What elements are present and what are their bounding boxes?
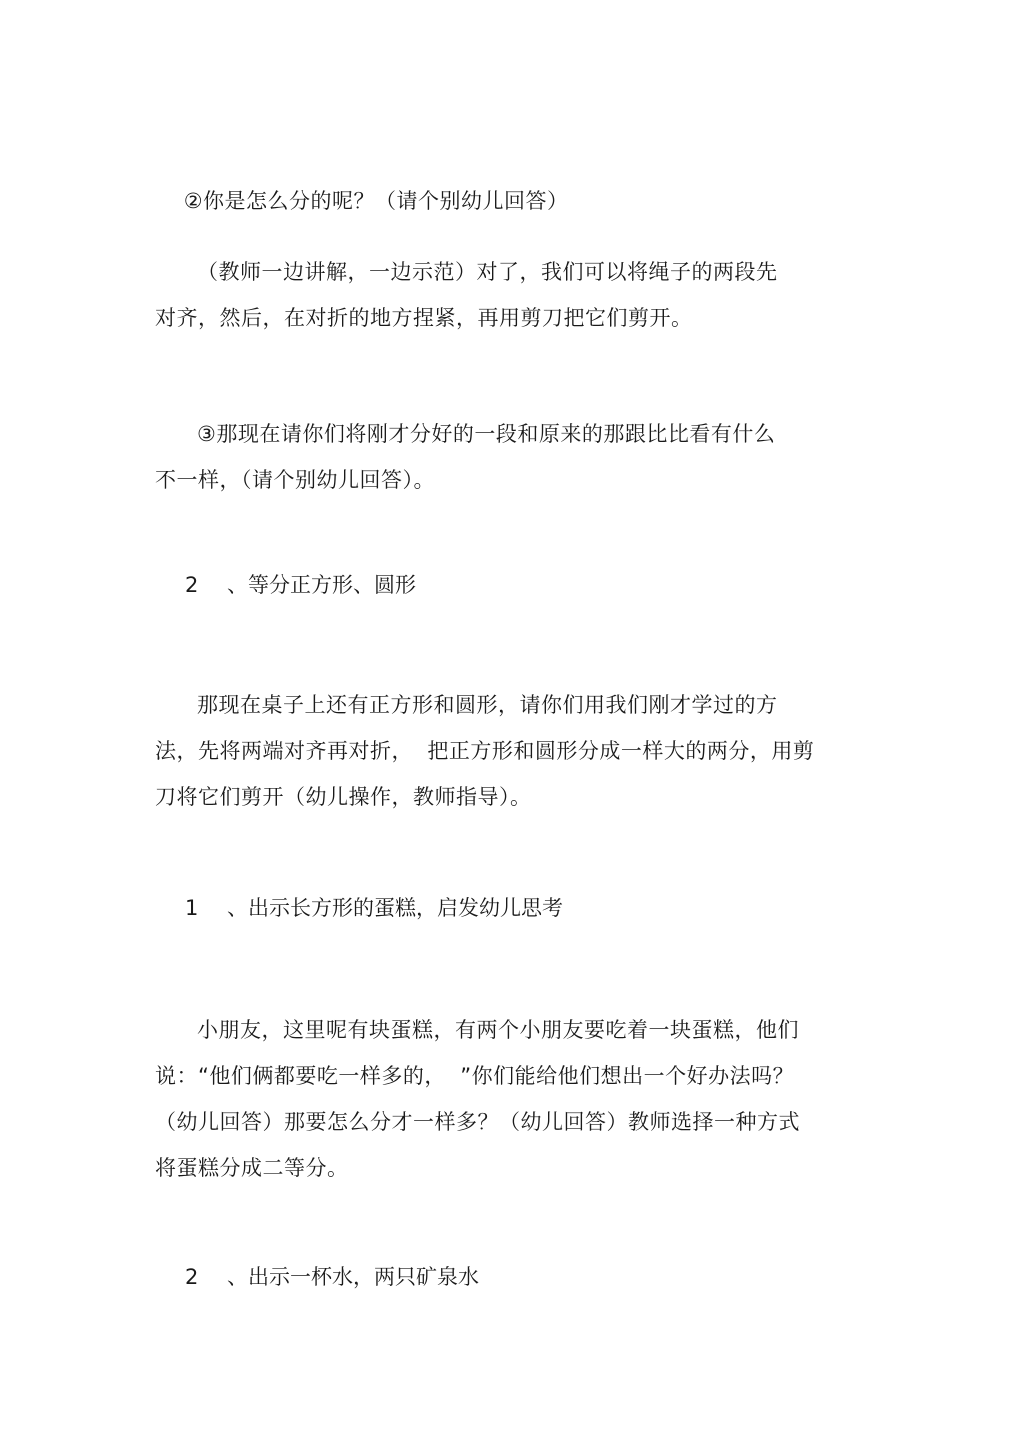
heading-text: 、出示一杯水，两只矿泉水 bbox=[227, 1265, 479, 1289]
text-line: 法，先将两端对齐再对折， 把正方形和圆形分成一样大的两分，用剪 bbox=[155, 739, 815, 763]
heading-text: 、出示长方形的蛋糕，启发幼儿思考 bbox=[227, 896, 563, 920]
heading-show-cake bbox=[185, 893, 563, 923]
heading-number: 2 bbox=[185, 1265, 199, 1289]
paragraph-teacher-demo bbox=[155, 249, 855, 341]
text-line: （幼儿回答）那要怎么分才一样多？（幼儿回答）教师选择一种方式 bbox=[155, 1110, 800, 1134]
text-line: 小朋友，这里呢有块蛋糕，有两个小朋友要吃着一块蛋糕，他们 bbox=[197, 1018, 799, 1042]
text-line: 刀将它们剪开（幼儿操作，教师指导）。 bbox=[155, 785, 532, 809]
paragraph-compare-rope bbox=[155, 411, 855, 503]
text-line: 那现在桌子上还有正方形和圆形，请你们用我们刚才学过的方 bbox=[197, 693, 778, 717]
text-line: 不一样，（请个别幼儿回答）。 bbox=[155, 468, 435, 492]
text-line: ②你是怎么分的呢？（请个别幼儿回答） bbox=[183, 189, 569, 213]
text-line: 说：“他们俩都要吃一样多的， ”你们能给他们想出一个好办法吗？ bbox=[155, 1064, 795, 1088]
heading-divide-square-circle bbox=[185, 570, 416, 600]
text-line: 将蛋糕分成二等分。 bbox=[155, 1156, 349, 1180]
text-line: 对齐，然后，在对折的地方捏紧，再用剪刀把它们剪开。 bbox=[155, 306, 693, 330]
heading-text: 、等分正方形、圆形 bbox=[227, 573, 416, 597]
heading-show-water bbox=[185, 1262, 479, 1292]
text-line: ③那现在请你们将刚才分好的一段和原来的那跟比比看有什么 bbox=[197, 422, 776, 446]
paragraph-square-circle-instructions bbox=[155, 682, 855, 820]
paragraph-cake-story bbox=[155, 1007, 855, 1191]
text-line: （教师一边讲解，一边示范）对了，我们可以将绳子的两段先 bbox=[197, 260, 778, 284]
heading-number: 2 bbox=[185, 573, 199, 597]
heading-number: 1 bbox=[185, 896, 199, 920]
